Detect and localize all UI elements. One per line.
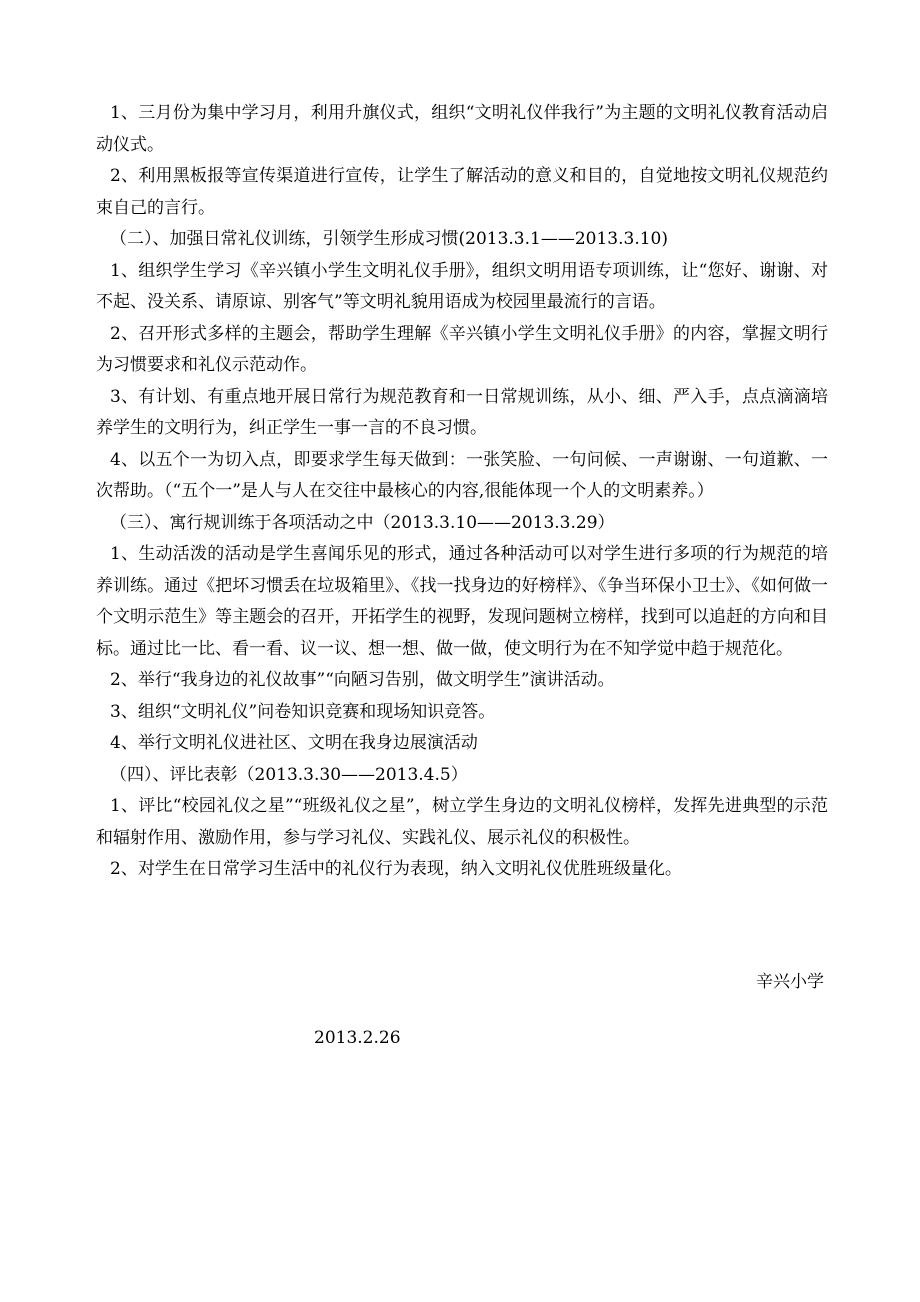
paragraph-section2-item2: 2、召开形式多样的主题会，帮助学生理解《辛兴镇小学生文明礼仪手册》的内容，掌握文明行为习惯要求和礼仪示范动作。 (96, 323, 828, 375)
paragraph-section3-item1: 1、生动活泼的活动是学生喜闻乐见的形式，通过各种活动可以对学生进行多项的行为规范的培养训练。通过《把坏习惯丢在垃圾箱里》、《找一找身边的好榜样》、《争当环保小卫士》、《如何做一个文明示范生》等主题会的召开，开拓学生的视野，发现问题树立榜样，找到可以追赶的方向和目标。通过比一比、看一看、议一议、想一想、做一做，使文明行为在不知学觉中趋于规范化。 (96, 544, 828, 659)
paragraph-section4-item1: 1、评比“校园礼仪之星”“班级礼仪之星”，树立学生身边的文明礼仪榜样，发挥先进典型的示范和辐射作用、激励作用，参与学习礼仪、实践礼仪、展示礼仪的积极性。 (96, 796, 828, 848)
section-heading-2: （二）、加强日常礼仪训练，引领学生形成习惯(2013.3.1——2013.3.10) (110, 229, 668, 249)
paragraph-activity-2: 2、利用黑板报等宣传渠道进行宣传，让学生了解活动的意义和目的，自觉地按文明礼仪规范约束自己的言行。 (96, 166, 828, 218)
paragraph-section3-item4: 4、举行文明礼仪进社区、文明在我身边展演活动 (110, 733, 478, 753)
document-date: 2013.2.26 (314, 1028, 401, 1048)
signature-school: 辛兴小学 (756, 972, 824, 992)
document-body (96, 98, 828, 886)
paragraph-activity-1: 1、三月份为集中学习月，利用升旗仪式，组织“文明礼仪伴我行”为主题的文明礼仪教育活动启动仪式。 (96, 103, 828, 155)
paragraph-section3-item2: 2、举行“我身边的礼仪故事”“向陋习告别，做文明学生”演讲活动。 (110, 670, 615, 690)
paragraph-section2-item4: 4、以五个一为切入点，即要求学生每天做到：一张笑脸、一句问候、一声谢谢、一句道歉、一次帮助。（“五个一”是人与人在交往中最核心的内容,很能体现一个人的文明素养。） (96, 449, 828, 501)
paragraph-section2-item1: 1、组织学生学习《辛兴镇小学生文明礼仪手册》，组织文明用语专项训练，让“您好、谢谢、对不起、没关系、请原谅、别客气”等文明礼貌用语成为校园里最流行的言语。 (96, 260, 828, 312)
paragraph-section2-item3: 3、有计划、有重点地开展日常行为规范教育和一日常规训练，从小、细、严入手，点点滴滴培养学生的文明行为，纠正学生一事一言的不良习惯。 (96, 386, 828, 438)
section-heading-3: （三）、寓行规训练于各项活动之中（2013.3.10——2013.3.29） (110, 512, 615, 533)
paragraph-section4-item2: 2、对学生在日常学习生活中的礼仪行为表现，纳入文明礼仪优胜班级量化。 (110, 859, 682, 879)
section-heading-4: （四）、评比表彰（2013.3.30——2013.4.5） (110, 764, 468, 785)
paragraph-section3-item3: 3、组织“文明礼仪”问卷知识竞赛和现场知识竞答。 (110, 701, 496, 722)
